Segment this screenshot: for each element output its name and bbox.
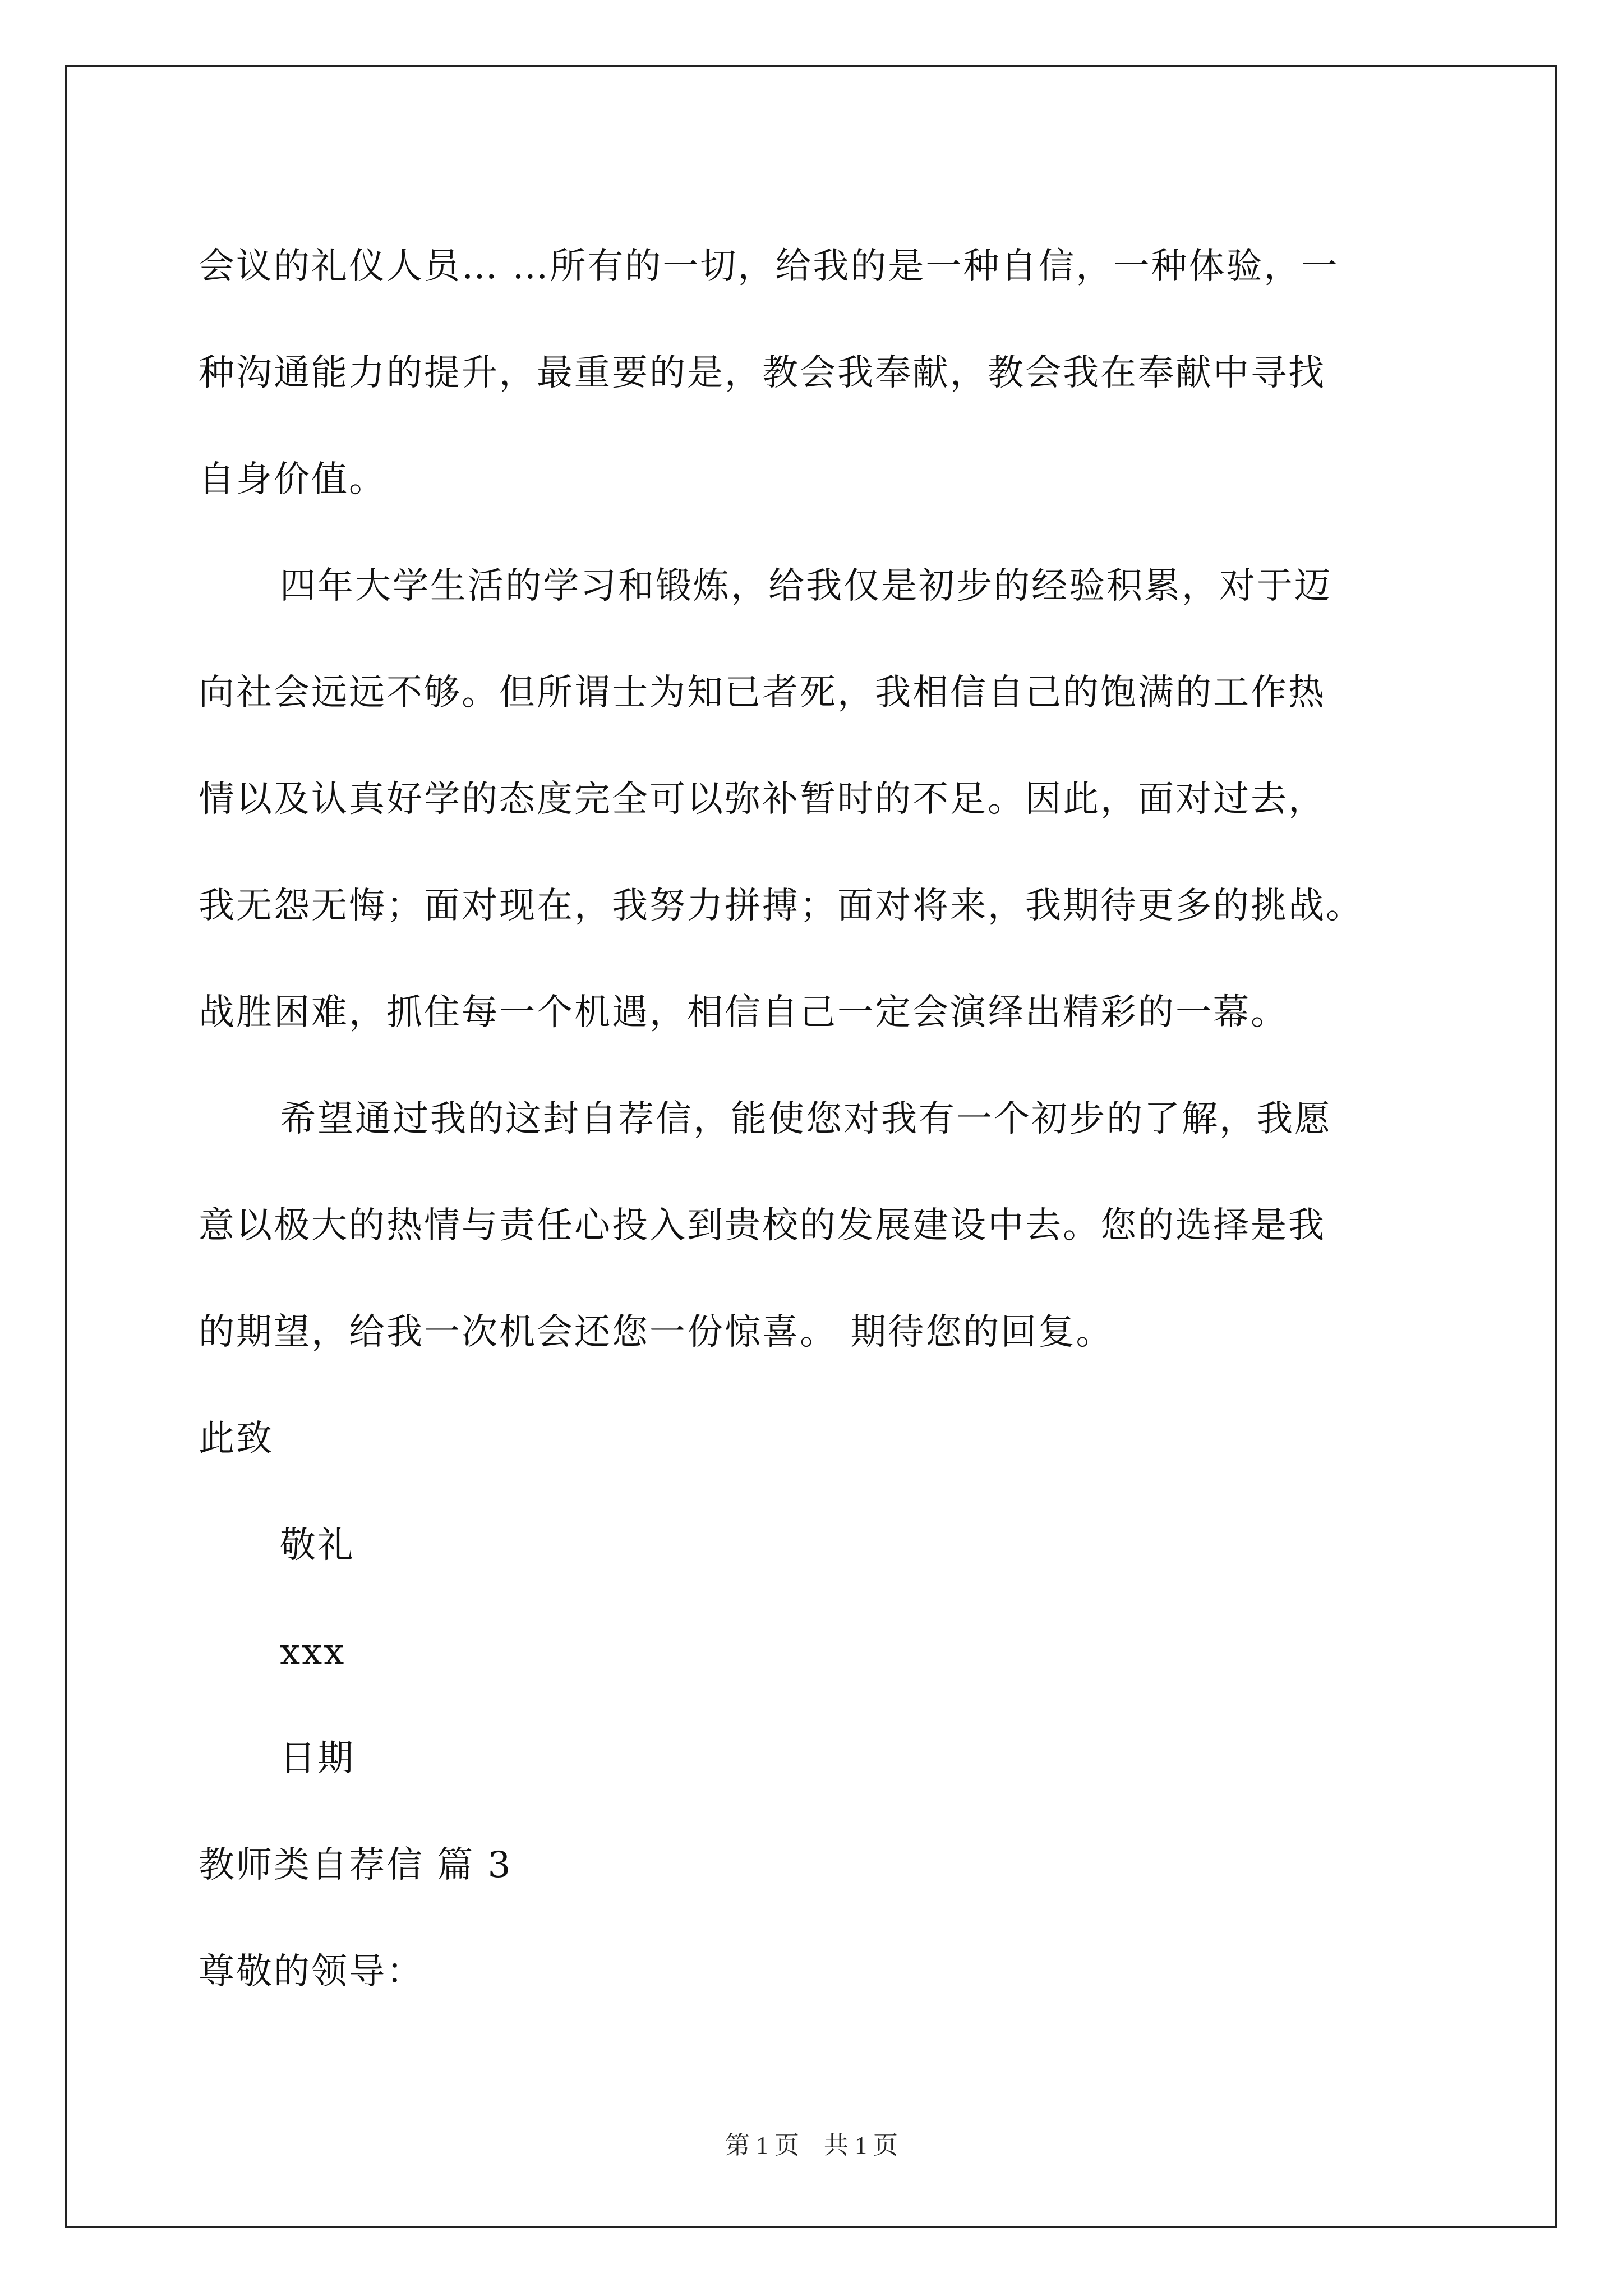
signature-date: 日期 [280,1738,355,1779]
text-line: 向社会远远不够。但所谓士为知已者死，我相信自己的饱满的工作热 [199,672,1326,714]
text-line: 我无怨无悔；面对现在，我努力拼搏；面对将来，我期待更多的挑战。 [199,885,1363,927]
document-body [199,213,1444,2025]
text-line: 意以极大的热情与责任心投入到贵校的发展建设中去。您的选择是我 [199,1205,1326,1246]
text-line: 的期望，给我一次机会还您一份惊喜。 期待您的回复。 [199,1312,1114,1353]
text-line: 会议的礼仪人员… …所有的一切，给我的是一种自信，一种体验，一 [199,246,1339,287]
page-number-footer: 第 1 页 共 1 页 [725,2132,898,2159]
closing-regards: 敬礼 [280,1525,355,1566]
text-line: 自身价值。 [199,459,386,500]
paragraph-start-line: 希望通过我的这封自荐信，能使您对我有一个初步的了解，我愿 [280,1098,1332,1140]
section-heading: 教师类自荐信 篇 3 [199,1844,513,1886]
closing-salutation: 此致 [199,1418,274,1460]
text-line: 种沟通能力的提升，最重要的是，教会我奉献，教会我在奉献中寻找 [199,352,1326,394]
greeting-line: 尊敬的领导： [199,1951,424,1993]
signature-name: xxx [280,1631,346,1673]
paragraph-start-line: 四年大学生活的学习和锻炼，给我仅是初步的经验积累，对于迈 [280,565,1332,607]
text-line: 战胜困难，抓住每一个机遇，相信自己一定会演绎出精彩的一幕。 [199,992,1288,1033]
text-line: 情以及认真好学的态度完全可以弥补暂时的不足。因此，面对过去， [199,779,1326,820]
